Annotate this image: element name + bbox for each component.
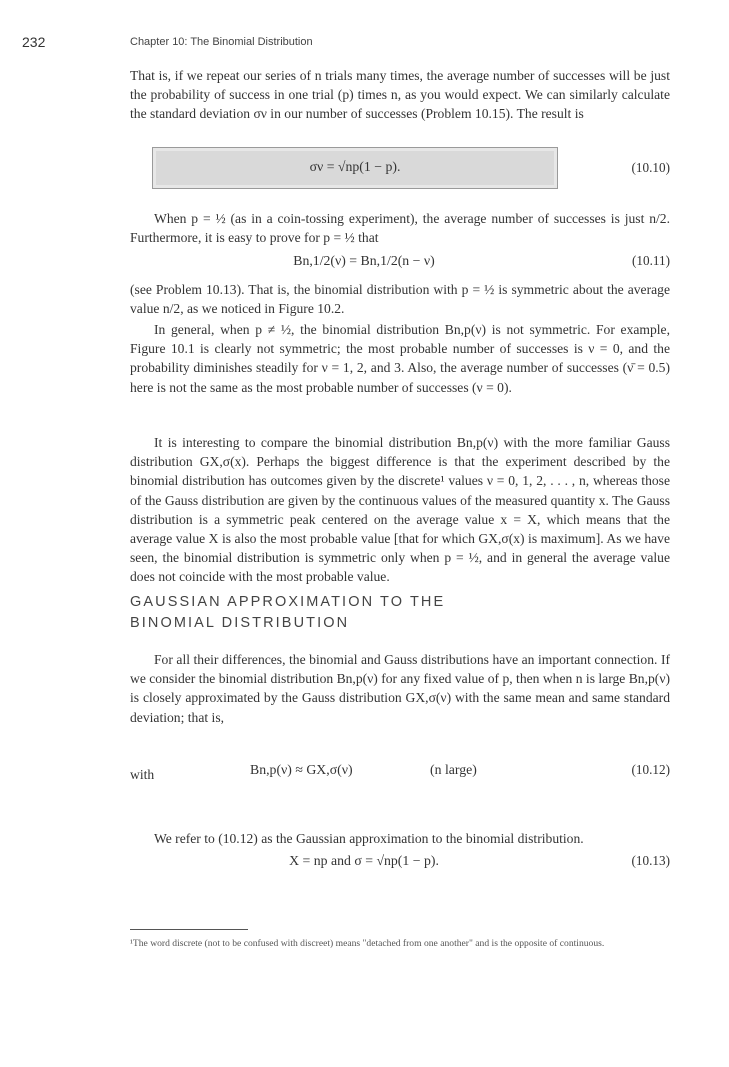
equation-10-10 [130,147,670,191]
equation-number: (10.13) [631,853,670,868]
section-heading-line-1: GAUSSIAN APPROXIMATION TO THE [130,594,446,610]
paragraph-7: We refer to (10.12) as the Gaussian approximation to the binomial distribution. [154,831,584,846]
body-paragraph [130,209,670,247]
page-number: 232 [22,34,46,50]
equation-10-12 [130,759,670,785]
running-head: Chapter 10: The Binomial Distribution [130,36,313,48]
equation-box [152,147,558,189]
equation-10-11 [130,250,670,276]
equation-number: (10.11) [632,253,670,268]
section-heading-line-2: BINOMIAL DISTRIBUTION [130,615,350,631]
equation-condition: (n large) [430,762,477,777]
equation-expression: Bn,p(ν) ≈ GX,σ(ν) [250,762,353,777]
equation-number: (10.12) [631,762,670,777]
with-label: with [130,767,155,782]
equation-expression: X = np and σ = √np(1 − p). [289,853,439,868]
paragraph-5: It is interesting to compare the binomial distribution Bn,p(ν) with the more familiar Gauss distribution GX,σ(x). Perhaps the biggest difference is that the experiment described by the binomial distribution has outcomes given by the discrete¹ values ν = 0, 1, 2, . . . , n, whereas those of the Gauss distribution are given by the continuous values of the measured quantity x. The Gauss distribution is a symmetric peak centered on the average value x = X, which means that the average value X is also the most probable value [that for which GX,σ(x) is maximum]. As we have seen, the binomial distribution is symmetric only when p = ½, and in general the average value does not coincide with the most probable value. [130,435,670,585]
body-paragraph [130,66,670,124]
section-heading [130,592,445,634]
body-paragraph [130,280,670,318]
body-paragraph [130,650,670,727]
paragraph-2: When p = ½ (as in a coin-tossing experiment), the average number of successes is just n/2. Furthermore, it is easy to prove for p = ½ that [130,211,670,246]
body-paragraph [130,433,670,587]
equation-10-13 [130,850,670,876]
page-header [22,34,709,54]
paragraph-4: In general, when p ≠ ½, the binomial distribution Bn,p(ν) is not symmetric. For example, Figure 10.1 is clearly not symmetric; the most probable number of successes is ν = 0, and the probability diminishes steadily for ν = 1, 2, and 3. Also, the average number of successes (ν̄ = 0.5) here is not the same as the most probable number of successes (ν = 0). [130,322,670,395]
footnote: ¹The word discrete (not to be confused with discreet) means "detached from one another" and is the opposite of continuous. [130,938,605,949]
footnote-rule [130,929,248,930]
body-paragraph [130,320,670,397]
equation-expression: σν = √np(1 − p). [309,159,401,174]
paragraph-3: (see Problem 10.13). That is, the binomial distribution with p = ½ is symmetric about the average value n/2, as we noticed in Figure 10.2. [130,282,670,317]
body-paragraph [130,829,670,848]
equation-expression: Bn,1/2(ν) = Bn,1/2(n − ν) [293,253,435,268]
paragraph-6: For all their differences, the binomial and Gauss distributions have an important connection. If we consider the binomial distribution Bn,p(ν) for any fixed value of p, then when n is large Bn,p(ν) is closely approximated by the Gauss distribution GX,σ(ν) with the same mean and same standard deviation; that is, [130,652,670,725]
equation-number: (10.10) [631,160,670,175]
paragraph-1: That is, if we repeat our series of n trials many times, the average number of successes will be just the probability of success in one trial (p) times n, as you would expect. We can similarly calculate the standard deviation σν in our number of successes (Problem 10.15). The result is [130,68,670,122]
